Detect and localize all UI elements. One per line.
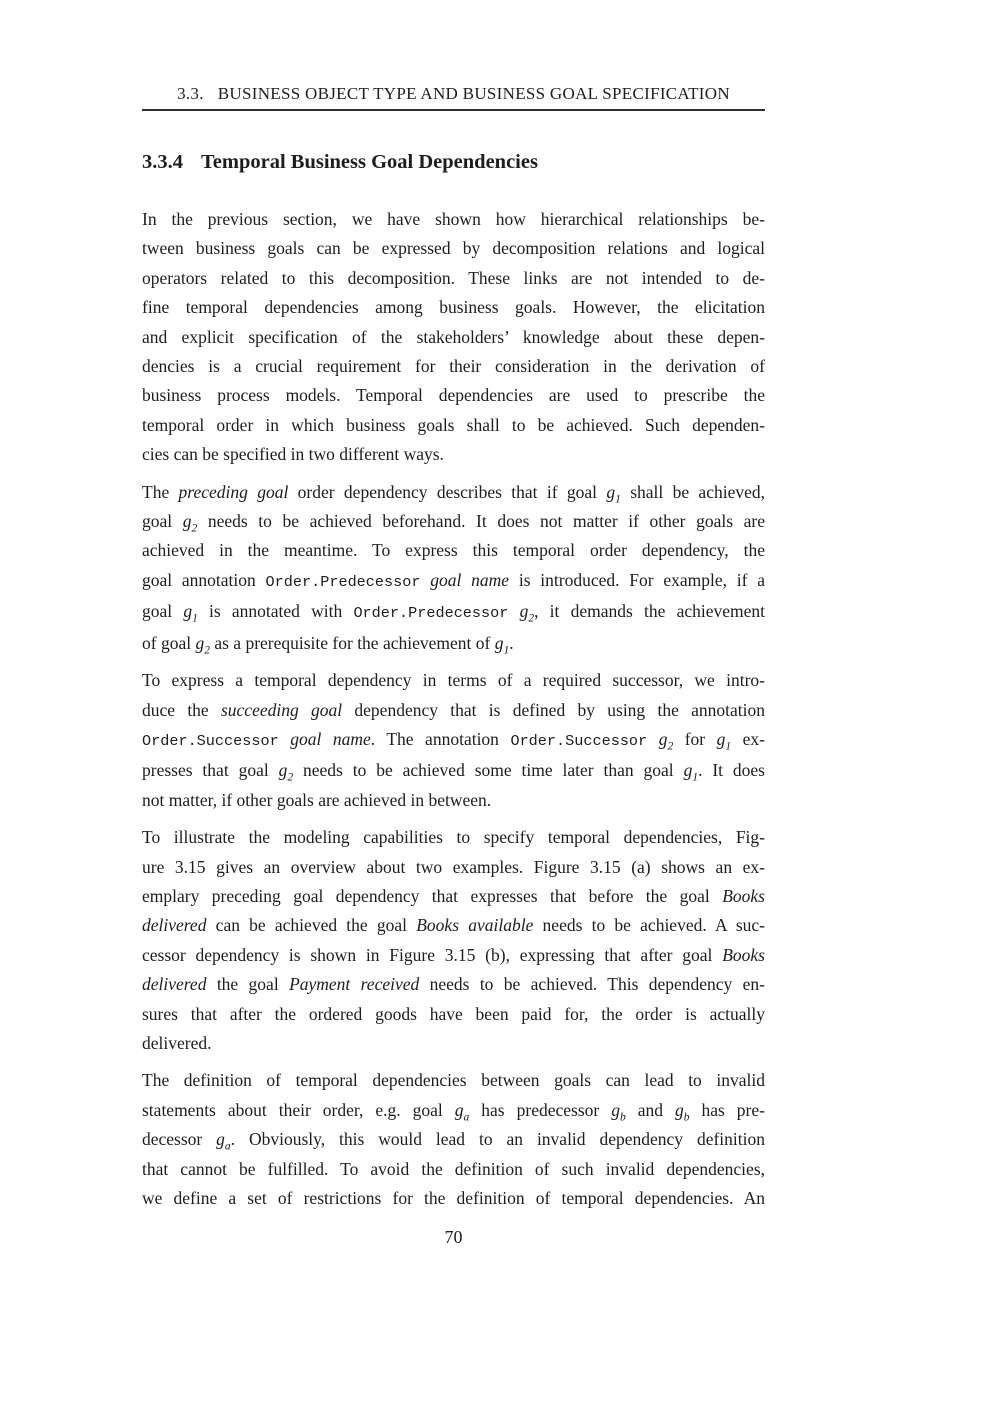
plain-run: tween business goals can be expressed by decomposition relations and logical	[142, 238, 765, 259]
plain-run	[421, 570, 431, 590]
math-run: $g_1$	[606, 481, 621, 506]
paragraph	[142, 1066, 765, 1213]
plain-run: not matter, if other goals are achieved in between.	[142, 789, 492, 810]
math-run: $g_b$	[611, 1099, 626, 1124]
plain-run: needs to be achieved. A suc-	[533, 915, 765, 936]
text-line	[142, 911, 765, 940]
plain-run: operators related to this decomposition. These links are not intended to de-	[142, 267, 765, 288]
text-line	[142, 882, 765, 911]
text-line	[142, 507, 765, 536]
plain-run: .	[509, 632, 514, 653]
italic-run: goal name	[430, 569, 510, 590]
text-line	[142, 536, 765, 565]
plain-run: order dependency describes that if goal	[288, 481, 607, 502]
plain-run	[279, 729, 291, 749]
text-column	[142, 84, 765, 1248]
paragraph	[142, 666, 765, 815]
text-line	[142, 786, 765, 815]
plain-run: needs to be achieved. This dependency en-	[419, 974, 766, 995]
math-run: $g_1$	[494, 632, 510, 657]
text-line	[142, 970, 765, 999]
italic-run: preceding goal	[178, 481, 289, 502]
plain-run: cessor dependency is shown in Figure 3.15 (b), expressing that after goal	[142, 944, 723, 965]
plain-run: fine temporal dependencies among business goals. However, the elicitation	[142, 297, 765, 318]
plain-run: and explicit specification of the stakeholders’ knowledge about these depen-	[142, 326, 765, 347]
plain-run: dependency that is defined by using the annotation	[342, 699, 765, 720]
math-run: $g_2$	[519, 601, 535, 625]
text-line	[142, 293, 765, 322]
plain-run: has predecessor	[469, 1099, 612, 1120]
header-rule	[142, 109, 765, 111]
text-line	[142, 264, 765, 293]
text-line	[142, 941, 765, 970]
plain-run: To illustrate the modeling capabilities to specify temporal dependencies, Fig-	[142, 827, 765, 848]
section-heading-number: 3.3.4	[142, 151, 183, 173]
math-run: $g_2$	[182, 511, 198, 535]
plain-run: decessor	[142, 1129, 217, 1150]
text-line	[142, 1155, 765, 1184]
plain-run: goal	[142, 511, 183, 532]
plain-run: needs to be achieved some time later than goal	[293, 760, 684, 781]
plain-run: of goal	[142, 632, 196, 653]
plain-run: goal annotation	[142, 569, 266, 590]
code-run: Order.Predecessor	[353, 604, 509, 623]
plain-run: has pre-	[689, 1099, 765, 1120]
running-header	[142, 84, 765, 104]
text-line	[142, 478, 765, 507]
plain-run: temporal order in which business goals shall to be achieved. Such dependen-	[142, 414, 765, 435]
italic-run: delivered	[142, 974, 207, 995]
page-number: 70	[444, 1227, 463, 1248]
plain-run: ex-	[731, 728, 765, 749]
plain-run: business process models. Temporal dependencies are used to prescribe the	[142, 385, 765, 406]
paragraph	[142, 478, 765, 658]
italic-run: succeeding goal	[220, 699, 343, 720]
italic-run: delivered	[142, 915, 207, 936]
text-line	[142, 696, 765, 725]
plain-run: emplary preceding goal dependency that expresses that before the goal	[142, 885, 723, 906]
plain-run: is annotated with	[197, 601, 354, 622]
plain-run: shall be achieved,	[620, 481, 765, 502]
plain-run: sures that after the ordered goods have been paid for, the order is actually	[142, 1003, 765, 1024]
italic-run: Books available	[416, 915, 534, 936]
code-run: Order.Successor	[510, 731, 648, 750]
math-run: $g_2$	[278, 760, 294, 784]
text-line	[142, 756, 765, 785]
plain-run: we define a set of restrictions for the definition of temporal dependencies. An	[142, 1188, 765, 1208]
plain-run: is introduced. For example, if a	[509, 569, 765, 590]
plain-run: In the previous section, we have shown how hierarchical relationships be-	[142, 209, 765, 229]
math-run: $g_2$	[658, 728, 674, 753]
italic-run: Payment received	[289, 974, 420, 995]
text-line	[142, 853, 765, 882]
italic-run: goal name	[290, 728, 371, 749]
running-header-title: BUSINESS OBJECT TYPE AND BUSINESS GOAL SPECIFICATION	[217, 84, 730, 103]
plain-run: . It does	[698, 760, 765, 781]
text-line	[142, 629, 765, 658]
italic-run: Books	[722, 885, 765, 906]
math-run: $g_1$	[683, 760, 699, 784]
text-line	[142, 725, 765, 756]
text-line	[142, 352, 765, 381]
text-line	[142, 205, 765, 234]
plain-run: ure 3.15 gives an overview about two examples. Figure 3.15 (a) shows an ex-	[142, 856, 765, 877]
math-run: $g_b$	[674, 1099, 690, 1124]
text-line	[142, 440, 765, 469]
text-line	[142, 1066, 765, 1095]
text-line	[142, 823, 765, 852]
text-line	[142, 1000, 765, 1029]
math-run: $g_1$	[183, 601, 198, 625]
plain-run: duce the	[142, 699, 221, 720]
math-run: $g_2$	[195, 632, 210, 657]
math-run: $g_a$	[454, 1099, 470, 1124]
text-line	[142, 1096, 765, 1125]
plain-run: The	[142, 481, 179, 502]
paragraph	[142, 823, 765, 1058]
text-line	[142, 234, 765, 263]
plain-run: . Obviously, this would lead to an invalid dependency definition	[230, 1129, 765, 1150]
plain-run: that cannot be fulfilled. To avoid the definition of such invalid dependencies,	[142, 1158, 765, 1179]
plain-run: To express a temporal dependency in terms of a required successor, we intro-	[142, 670, 765, 691]
text-line	[142, 1125, 765, 1154]
plain-run: , it demands the achievement	[534, 601, 765, 622]
math-run: $g_1$	[716, 728, 732, 753]
plain-run: for	[673, 728, 717, 749]
text-line	[142, 566, 765, 597]
plain-run: statements about their order, e.g. goal	[142, 1099, 455, 1120]
text-line	[142, 1029, 765, 1058]
page-body	[142, 205, 765, 1213]
text-line	[142, 1184, 765, 1213]
plain-run	[647, 729, 659, 749]
plain-run: delivered.	[142, 1032, 212, 1053]
section-heading-title: Temporal Business Goal Dependencies	[201, 151, 538, 173]
plain-run: dencies is a crucial requirement for their consideration in the derivation of	[142, 356, 765, 377]
running-header-section-number: 3.3.	[177, 84, 204, 103]
plain-run: goal	[142, 601, 184, 622]
math-run: $g_a$	[216, 1129, 231, 1153]
plain-run: as a prerequisite for the achievement of	[209, 632, 495, 653]
text-line	[142, 323, 765, 352]
plain-run: . The annotation	[370, 728, 511, 749]
section-heading	[142, 151, 765, 174]
paragraph	[142, 205, 765, 470]
code-run: Order.Predecessor	[265, 572, 421, 591]
plain-run: achieved in the meantime. To express this temporal order dependency, the	[142, 540, 765, 561]
plain-run: cies can be specified in two different ways.	[142, 444, 444, 465]
plain-run: The definition of temporal dependencies between goals can lead to invalid	[142, 1070, 765, 1091]
text-line	[142, 666, 765, 695]
plain-run	[508, 601, 519, 621]
plain-run: presses that goal	[142, 760, 279, 781]
text-line	[142, 597, 765, 628]
plain-run: can be achieved the goal	[206, 915, 417, 936]
plain-run: needs to be achieved beforehand. It does not matter if other goals are	[197, 511, 765, 532]
plain-run: and	[625, 1099, 675, 1120]
code-run: Order.Successor	[142, 731, 279, 750]
text-line	[142, 381, 765, 410]
italic-run: Books	[722, 944, 765, 965]
plain-run: the goal	[206, 974, 290, 995]
text-line	[142, 411, 765, 440]
